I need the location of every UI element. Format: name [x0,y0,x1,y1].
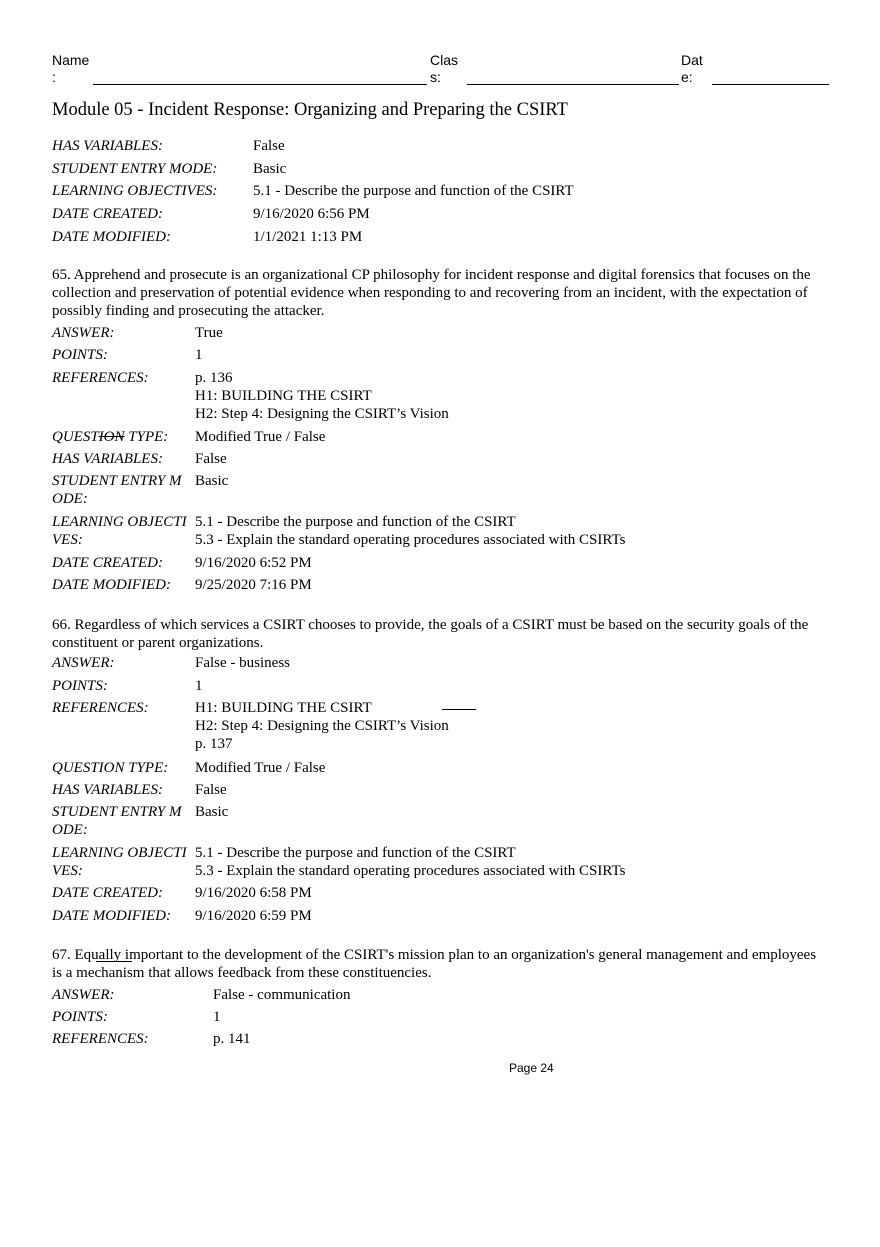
date-created-label: DATE CREATED: [52,885,163,901]
references-value: p. 136 H1: BUILDING THE CSIRT H2: Step 4: Designing the CSIRT’s Vision [195,370,449,422]
meta-value: False [253,138,285,154]
student-entry-mode-value: Basic [195,473,229,489]
date-modified-value: 9/25/2020 7:16 PM [195,577,312,593]
meta-label: HAS VARIABLES: [52,138,163,154]
date-field-line[interactable] [712,84,829,85]
student-entry-mode-value: Basic [195,804,229,820]
has-variables-value: False [195,782,227,798]
class-field-line[interactable] [467,84,679,85]
meta-value: 9/16/2020 6:56 PM [253,206,370,222]
question-text: 67. Equally important to the development of the CSIRT's mission plan to an organization's general management and employees is a mechanism that allows feedback from these constituencies. [52,947,817,981]
question-type-value: Modified True / False [195,429,326,445]
has-variables-label: HAS VARIABLES: [52,782,163,798]
student-entry-mode-label: STUDENT ENTRY M ODE: [52,804,182,838]
name-label: Name : [52,52,90,85]
has-variables-label: HAS VARIABLES: [52,451,163,467]
learning-objectives-value: 5.1 - Describe the purpose and function of the CSIRT 5.3 - Explain the standard operating procedures associated with CSIRTs [195,514,626,548]
learning-objectives-value: 5.1 - Describe the purpose and function of the CSIRT 5.3 - Explain the standard operating procedures associated with CSIRTs [195,845,626,879]
meta-value: Basic [253,161,287,177]
question-text: 65. Apprehend and prosecute is an organizational CP philosophy for incident response and digital forensics that focuses on the collection and preservation of potential evidence when responding to and recovering from an incident, with the expectation of possibly finding and prosecuting the attacker. [52,267,811,319]
meta-value: 5.1 - Describe the purpose and function of the CSIRT [253,183,574,199]
points-value: 1 [213,1009,221,1025]
meta-label: DATE CREATED: [52,206,163,222]
has-variables-value: False [195,451,227,467]
date-modified-label: DATE MODIFIED: [52,577,171,593]
date-created-value: 9/16/2020 6:58 PM [195,885,312,901]
meta-label: LEARNING OBJECTIVES: [52,183,218,199]
points-value: 1 [195,347,203,363]
annotation-strike [96,961,132,962]
question-text: 66. Regardless of which services a CSIRT chooses to provide, the goals of a CSIRT must be based on the security goals of the constituent or parent organizations. [52,617,809,651]
points-label: POINTS: [52,678,108,694]
points-label: POINTS: [52,1009,108,1025]
annotation-mark [442,709,476,710]
date-label: Dat e: [681,52,703,85]
name-field-line[interactable] [93,84,427,85]
meta-label: DATE MODIFIED: [52,229,171,245]
student-entry-mode-label: STUDENT ENTRY M ODE: [52,473,182,507]
references-value: H1: BUILDING THE CSIRT H2: Step 4: Designing the CSIRT’s Vision p. 137 [195,700,449,752]
date-created-label: DATE CREATED: [52,555,163,571]
answer-value: False - business [195,655,290,671]
question-type-label: QUESTION TYPE: [52,429,169,445]
date-created-value: 9/16/2020 6:52 PM [195,555,312,571]
class-label: Clas s: [430,52,459,85]
answer-label: ANSWER: [52,655,115,671]
date-modified-label: DATE MODIFIED: [52,908,171,924]
learning-objectives-label: LEARNING OBJECTI VES: [52,845,187,879]
page-title: Module 05 - Incident Response: Organizing and Preparing the CSIRT [52,100,568,120]
answer-label: ANSWER: [52,987,115,1003]
question-type-value: Modified True / False [195,760,326,776]
points-value: 1 [195,678,203,694]
answer-value: True [195,325,223,341]
question-type-label: QUESTION TYPE: [52,760,169,776]
answer-label: ANSWER: [52,325,115,341]
meta-value: 1/1/2021 1:13 PM [253,229,363,245]
answer-value: False - communication [213,987,351,1003]
points-label: POINTS: [52,347,108,363]
references-label: REFERENCES: [52,370,149,386]
learning-objectives-label: LEARNING OBJECTI VES: [52,514,187,548]
date-modified-value: 9/16/2020 6:59 PM [195,908,312,924]
references-value: p. 141 [213,1031,251,1047]
references-label: REFERENCES: [52,1031,149,1047]
references-label: REFERENCES: [52,700,149,716]
meta-label: STUDENT ENTRY MODE: [52,161,218,177]
page-number: Page 24 [509,1061,554,1075]
